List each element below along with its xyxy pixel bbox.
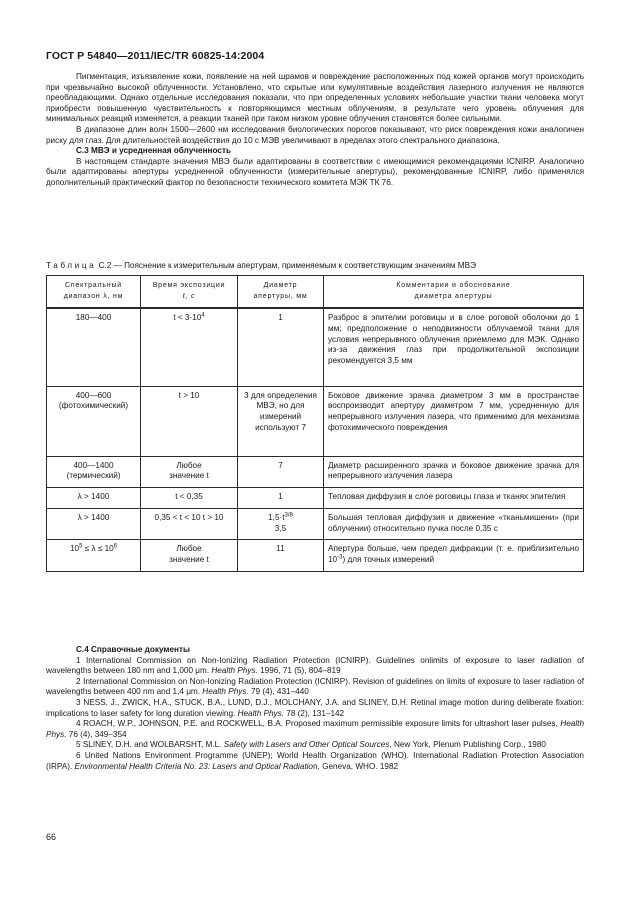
paragraph-pigmentation: Пигментация, изъязвление кожи, появление на ней шрамов и повреждение расположенных под кожей органов могут происходить при чрезвычайно высокой облученности. Установлено, что скрытые или кумулятивные воздействия лазерного излучения не являются преобладающими. Однако отдельные исследования показали, что при определенных условиях небольшие участки ткани человека могут приобрести повышенную чувствительность к повторяющимся местным облучениям, в результате чего уровень облучения для минимальных реакций изменяется, а реакции тканей при таком низком уровне облучения становятся более сильными. [46,72,584,124]
cell-diameter: 11 [238,540,324,572]
cell-diameter: 1 [238,488,324,509]
table-row [47,386,584,456]
header-aperture-diameter: Диаметр апертуры, мм [238,276,324,309]
cell-time: t < 0,35 [141,488,238,509]
cell-range: $10^5 \le \lambda \le 10^6$ [47,540,141,572]
reference-item: 5 SLINEY, D.H. and WOLBARSHT, M.L. Safety with Lasers and Other Optical Sources, New York, Plenum Publishing Corp., 1980 [76,740,546,750]
table-caption-text: С.2 — Пояснение к измерительным апертурам, применяемым к соответствующим значениям МВЭ [96,261,476,270]
page-number: 66 [46,832,57,842]
cell-diameter: 1 [238,308,324,386]
table-row [47,456,584,488]
cell-comment: Тепловая диффузия в слое роговицы глаза и тканях эпителия [324,488,584,509]
cell-time: Любое значение t [141,456,238,488]
header-exposure-time: Время экспозиции t, с [141,276,238,309]
table-row [47,308,584,386]
cell-diameter: 3 для определения МВЭ, но для измерений используют 7 [238,386,324,456]
cell-range: 400—1400 (термический) [47,456,141,488]
table-row [47,488,584,509]
section-c3-paragraph: В настоящем стандарте значения МВЭ были адаптированы в соответствии с имеющимися рекомендациями ICNIRP. Аналогично были адаптированы апертуры усредненной облученности (измерительные апертуры), рекомендованные ICNIRP, либо применялся дополнительный практический фактор по безопасности технического комитета МЭК ТК 76. [46,156,584,187]
paragraph-wavelength-range: В диапазоне длин волн 1500—2600 нм исследования биологических порогов показывают, что риск повреждения кожи аналогичен риску для глаз. Для длительностей воздействия до 10 с МЭВ увеличивают в пределах этого спектрального диапазона. [46,124,584,145]
cell-time: Любое значение t [141,540,238,572]
cell-diameter: 7 [238,456,324,488]
reference-item: 3 NESS, J., ZWICK, H.A., STUCK, B.A., LUND, D.J., MOLCHANY, J.A. and SLINEY, D.H. Retinal image motion during deliberate fixation: implications to laser safety for long duration viewing. Health Phys. 78 (2), 131–142 [46,697,584,718]
cell-range: λ > 1400 [47,508,141,540]
header-spectral-range: Спектральный диапазон λ, нм [47,276,141,309]
reference-item: 1 International Commission on Non-Ionizing Radiation Protection (ICNIRP). Guidelines onlimits of exposure to laser radiation of wavelengths between 180 nm and 1,000 μm. Health Phys. 1996, 71 (5), 804–819 [46,655,584,676]
cell-comment: Большая тепловая диффузия и движение «тканьмишени» (при облучении) относительно пучка после 0,35 с [324,508,584,540]
cell-diameter: $1,5\cdot t^{3/8}$ 3,5 [238,508,324,540]
table-header-row [47,276,584,309]
document-header: ГОСТ Р 54840—2011/IEC/TR 60825-14:2004 [46,50,265,62]
header-comments: Комментарии и обоснование диаметра апертуры [324,276,584,309]
reference-item: 4 ROACH, W.P., JOHNSON, P.E. and ROCKWELL, B.A. Proposed maximum permissible exposure limits for ultrashort laser pulses, Health Phys. 76 (4), 349–354 [46,719,584,739]
table-row [47,540,584,572]
reference-item: 6 United Nations Environment Programme (UNEP); World Health Organization (WHO). International Radiation Protection Association (IRPA). Environmental Health Criteria No. 23: Lasers and Optical Radiation, Geneva, WHO. 1982 [46,750,584,771]
cell-comment: Боковое движение зрачка диаметром 3 мм в пространстве воспроизводит апертуру диаметром 7 мм, усредненную для непрерывного излучения лазера, что применимо для механизма фотохимического повреждения [324,386,584,456]
body-text [46,72,584,189]
cell-range: 180—400 [47,308,141,386]
table-caption-label: Таблица [46,261,97,270]
cell-time: 0,35 < t < 10 t > 10 [141,508,238,540]
cell-time: $t < 3\cdot 10^4$ [141,308,238,386]
section-c3-heading: С.3 МВЭ и усредненная облученность [76,146,231,156]
cell-range: λ > 1400 [47,488,141,509]
cell-comment: Разброс в эпителии роговицы и в слое роговой оболочки до 1 мм; предположение о неподвижности облучаемой ткани для условия непрерывного облучения приемлемо для МЭК. Однако из-за движения глаз при продолжительной экспозиции рекомендуется 3,5 мм [324,308,584,386]
cell-comment: Апертура больше, чем предел дифракции (т. е. приблизительно $10^{-3}$) для точных измерений [324,540,584,572]
cell-comment: Диаметр расширенного зрачка и боковое движение зрачка для непрерывного излучения лазера [324,456,584,488]
reference-item: 2 International Commission on Non-Ionizing Radiation Protection (ICNIRP). Revision of guidelines on limits of exposure to laser radiation of wavelengths between 400 nm and 1,4 μm. Health Phys. 79 (4), 431–440 [46,676,584,697]
section-c4-heading: С.4 Справочные документы [76,645,190,654]
cell-range: 400—600 (фотохимический) [47,386,141,456]
table-caption [46,261,586,272]
aperture-table [46,275,584,572]
table-row [47,508,584,540]
references-section [46,645,584,772]
cell-time: t > 10 [141,386,238,456]
